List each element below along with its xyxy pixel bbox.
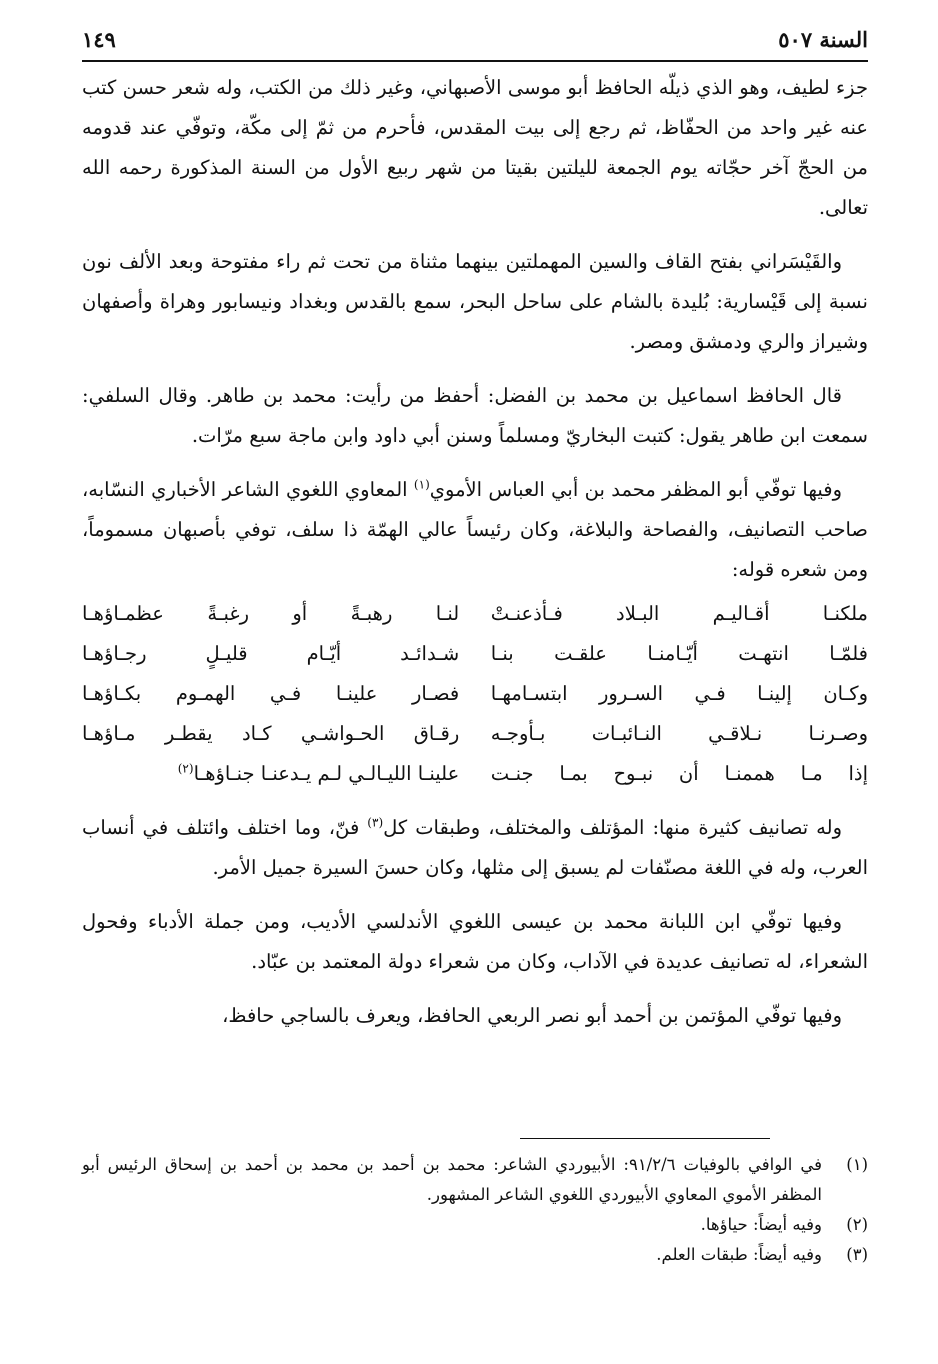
footnote [82, 1210, 868, 1240]
verse-second-hemistich: شـدائـد أيّـام قليـلٍ رجـاؤهـا [82, 642, 460, 665]
footnote-number: (٣) [846, 1245, 868, 1264]
footnote-text: وفيه أيضاً: طبقات العلم. [656, 1245, 822, 1264]
footnote-ref[interactable]: (١) [413, 477, 430, 492]
poem-verse [82, 754, 868, 794]
poem-verse [82, 594, 868, 634]
paragraph: قال الحافظ اسماعيل بن محمد بن الفضل: أحفظ من رأيت: محمد بن طاهر. وقال السلفي: سمعت ابن طاهر يقول: كتبت البخاريّ ومسلماً وسنن أبي داود وابن ماجة سبع مرّات. [82, 384, 868, 447]
page-header [82, 24, 868, 54]
paragraph: وفيها توفّي المؤتمن بن أحمد أبو نصر الربعي الحافظ، ويعرف بالساجي حافظ، [222, 1004, 842, 1027]
poem [82, 594, 868, 794]
paragraph: جزء لطيف، وهو الذي ذيلّه الحافظ أبو موسى الأصبهاني، وغير ذلك من الكتب، وله شعر حسن كتب عنه غير واحد من الحفّاظ، ثم رجع إلى بيت المقدس، فأحرم من ثمّ إلى مكّة، وتوفّي عند قدومه من الحجّ آخر حجّاته يوم الجمعة لليلتين بقيتا من شهر ربيع الأول من السنة المذكورة رحمه الله تعالى. [82, 76, 868, 219]
footnote-ref[interactable]: (٢) [177, 761, 194, 776]
paragraph [82, 470, 868, 590]
verse-second-hemistich: فصـار علينـا فـي الهمـوم بكـاؤهـا [82, 682, 460, 705]
poem-verse [82, 714, 868, 754]
verse-first-hemistich: ملكنـا أقـاليـم البـلاد فـأذعنـتْ [490, 602, 868, 625]
poem-verse [82, 634, 868, 674]
footnote-text: في الوافي بالوفيات ٩١/٢/٦: الأبيوردي الشاعر: محمد بن أحمد بن محمد بن أحمد بن إسحاق الرئيس أبو المظفر الأموي المعاوي الأبيوردي اللغوي الشاعر المشهور. [82, 1155, 822, 1204]
paragraph-text: المعاوي اللغوي الشاعر الأخباري النسّابه، صاحب التصانيف، والفصاحة والبلاغة، وكان رئيساً عالي الهمّة ذا سلف، توفي بأصبهان مسموماً، ومن شعره قوله: [82, 478, 868, 581]
main-text [82, 68, 868, 1036]
verse-second-hemistich [82, 754, 459, 794]
verse-first-hemistich: فلمّـا انتهـت أيّـامنـا علقـت بنـا [490, 642, 868, 665]
verse-second-hemistich: رقـاق الحـواشـي كـاد يقطـر مـاؤهـا [82, 722, 460, 745]
paragraph: والقَيْسَراني بفتح القاف والسين المهملتين بينهما مثناة من تحت ثم راء مفتوحة وبعد الألف نون نسبة إلى قَيْسارية: بُليدة بالشام على ساحل البحر، سمع بالقدس وبغداد ونيسابور وهراة وأصفهان وشيراز والري ودمشق ومصر. [82, 250, 868, 353]
verse-second-hemistich: لنـا رهبـةً أو رغبـةً عظمـاؤهـا [82, 602, 460, 625]
header-rule [82, 60, 868, 62]
running-title: السنة ٥٠٧ [778, 26, 868, 52]
verse-text: علينـا الليـالـي لـم يـدعنـا جنـاؤهـا [193, 762, 460, 785]
footnote-number: (١) [846, 1155, 868, 1174]
footnote [82, 1150, 868, 1210]
paragraph [82, 808, 868, 888]
footnote [82, 1240, 868, 1270]
paragraph: وفيها توفّي ابن اللبانة محمد بن عيسى اللغوي الأندلسي الأديب، ومن جملة الأدباء وفحول الشعراء، له تصانيف عديدة في الآداب، وكان من شعراء دولة المعتمد بن عبّاد. [82, 910, 868, 973]
footnotes [82, 1150, 868, 1270]
verse-first-hemistich: وكـان إلينـا فـي السـرور ابتسـامهـا [490, 682, 868, 705]
page-number: ١٤٩ [82, 26, 116, 52]
paragraph-text: فنّ، وما اختلف وائتلف في أنساب العرب، وله في اللغة مصنّفات لم يسبق إلى مثلها، وكان حسنَ السيرة جميل الأمر. [82, 816, 868, 879]
verse-first-hemistich: وصـرنـا نـلاقـي النـائبـات بـأوجـه [490, 722, 868, 745]
footnote-number: (٢) [846, 1215, 868, 1234]
verse-first-hemistich: إذا مـا هممنـا أن نبـوح بمـا جنـت [490, 762, 868, 785]
paragraph-text: وله تصانيف كثيرة منها: المؤتلف والمختلف، وطبقات كل [383, 816, 842, 839]
footnote-rule [520, 1138, 770, 1139]
footnote-ref[interactable]: (٣) [367, 815, 384, 830]
poem-verse [82, 674, 868, 714]
paragraph-text: وفيها توفّي أبو المظفر محمد بن أبي العباس الأموي [429, 478, 842, 501]
footnote-text: وفيه أيضاً: حياؤها. [700, 1215, 822, 1234]
